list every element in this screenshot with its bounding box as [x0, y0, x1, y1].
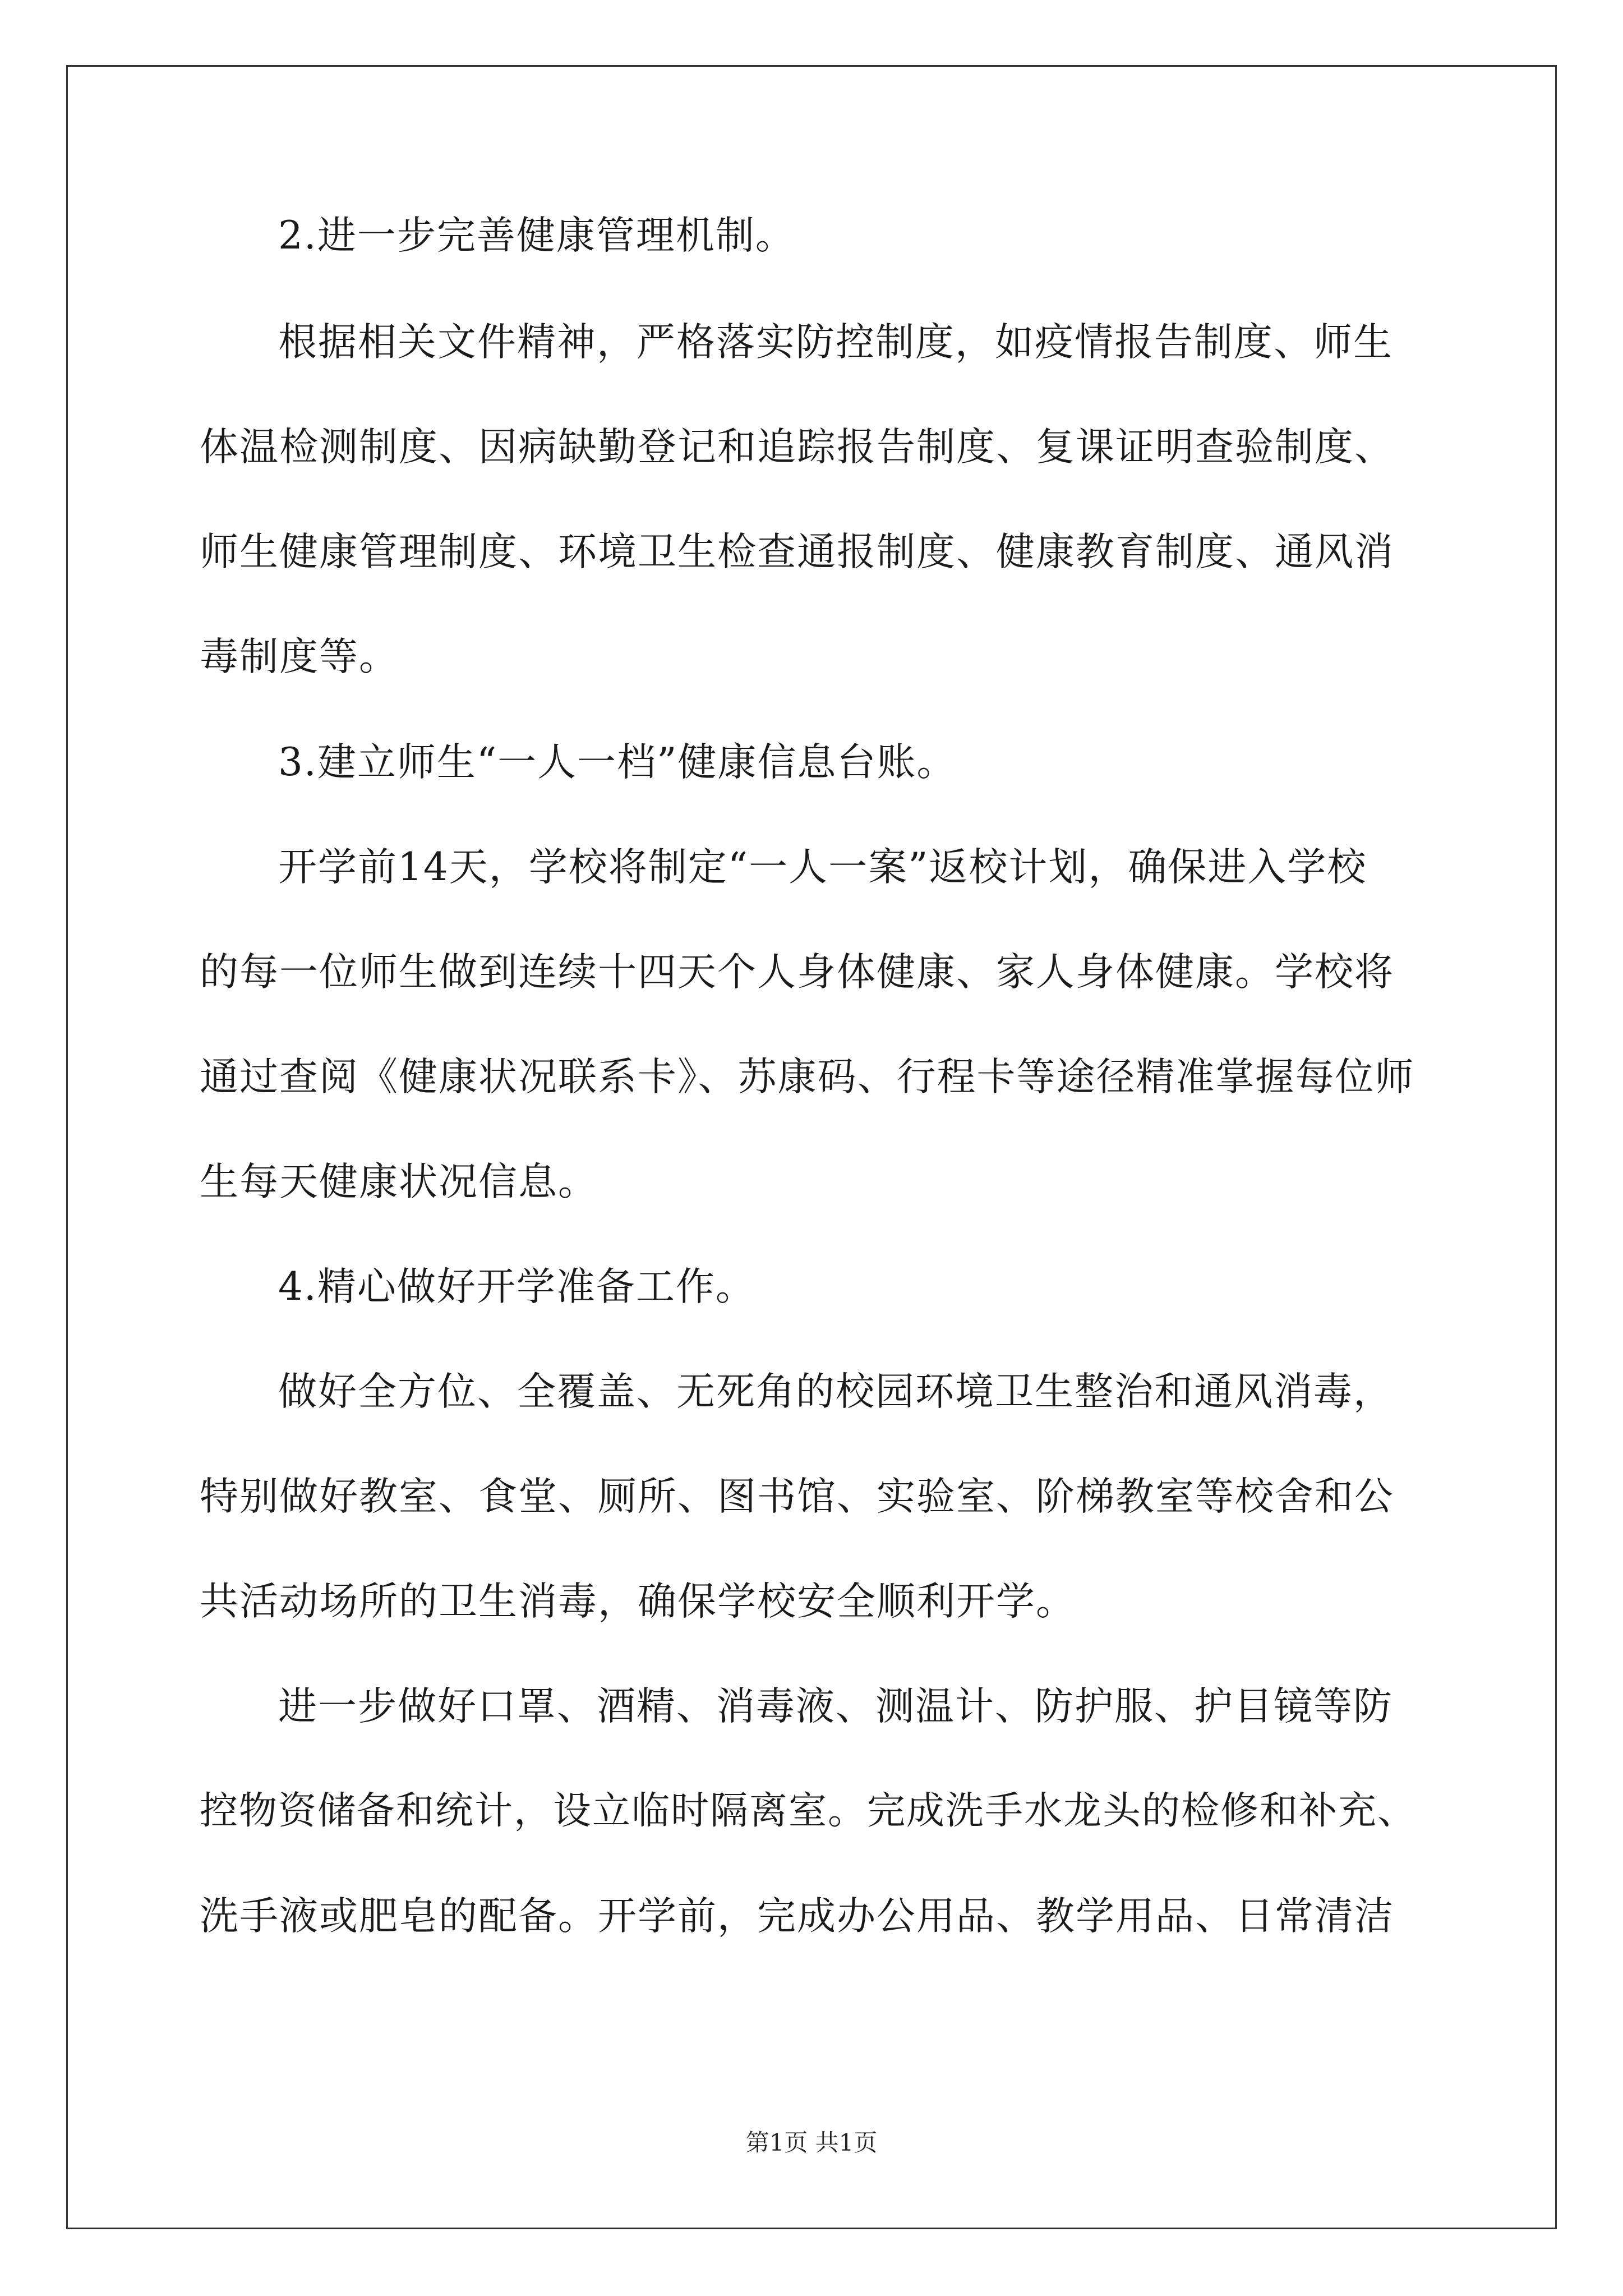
section-heading-4: 4.精心做好开学准备工作。 — [278, 1264, 755, 1309]
paragraph-line: 的每一位师生做到连续十四天个人身体健康、家人身体健康。学校将 — [200, 950, 1394, 995]
paragraph-line: 洗手液或肥皂的配备。开学前，完成办公用品、教学用品、日常清洁 — [200, 1894, 1394, 1939]
paragraph-line: 体温检测制度、因病缺勤登记和追踪报告制度、复课证明查验制度、 — [200, 425, 1394, 470]
paragraph-line: 进一步做好口罩、酒精、消毒液、测温计、防护服、护目镜等防 — [278, 1684, 1393, 1729]
paragraph-line: 师生健康管理制度、环境卫生检查通报制度、健康教育制度、通风消 — [200, 530, 1394, 574]
paragraph-line: 通过查阅《健康状况联系卡》、苏康码、行程卡等途径精准掌握每位师 — [200, 1055, 1415, 1099]
paragraph-line: 毒制度等。 — [200, 634, 399, 679]
paragraph-line: 控物资储备和统计，设立临时隔离室。完成洗手水龙头的检修和补充、 — [200, 1789, 1417, 1833]
paragraph-line: 开学前14天，学校将制定“一人一案”返校计划，确保进入学校 — [278, 845, 1367, 890]
section-heading-2: 2.进一步完善健康管理机制。 — [278, 213, 795, 258]
section-heading-3: 3.建立师生“一人一档”健康信息台账。 — [278, 740, 957, 785]
paragraph-line: 特别做好教室、食堂、厕所、图书馆、实验室、阶梯教室等校舍和公 — [200, 1474, 1394, 1519]
paragraph-line: 生每天健康状况信息。 — [200, 1159, 598, 1204]
paragraph-line: 做好全方位、全覆盖、无死角的校园环境卫生整治和通风消毒， — [278, 1369, 1393, 1414]
paragraph-line: 根据相关文件精神，严格落实防控制度，如疫情报告制度、师生 — [278, 320, 1393, 365]
page-footer: 第1页 共1页 — [745, 2129, 878, 2156]
paragraph-line: 共活动场所的卫生消毒，确保学校安全顺利开学。 — [200, 1579, 1076, 1624]
